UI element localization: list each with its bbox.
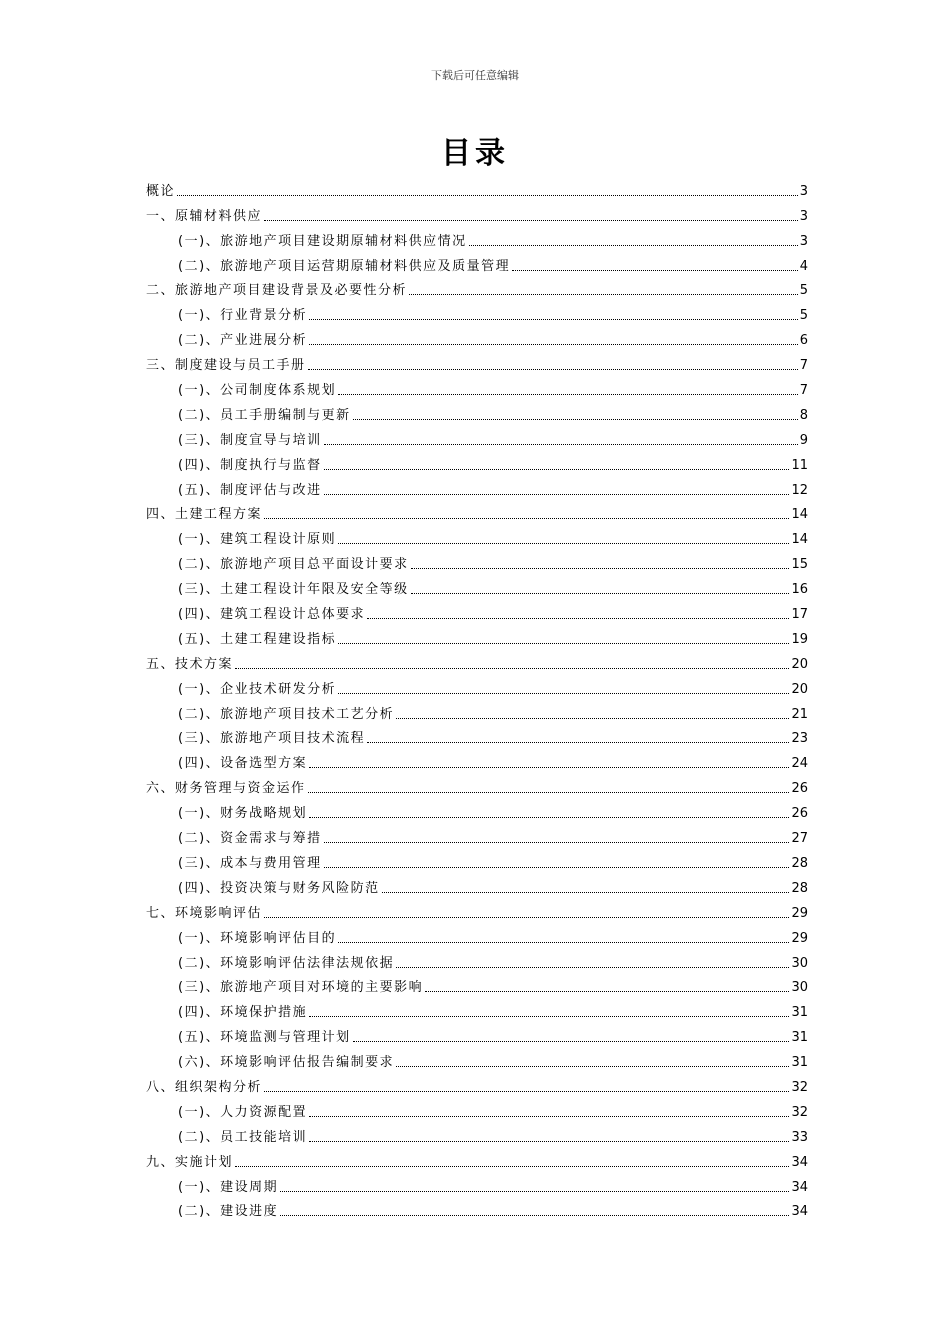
toc-dot-leader bbox=[338, 693, 789, 694]
page-title: 目录 bbox=[441, 136, 509, 171]
toc-entry[interactable] bbox=[146, 822, 808, 847]
toc-dot-leader bbox=[309, 319, 798, 320]
toc-entry-label: (二)、旅游地产项目总平面设计要求 bbox=[178, 557, 409, 573]
toc-entry-page-number: 11 bbox=[791, 457, 808, 473]
toc-entry-label: (三)、旅游地产项目对环境的主要影响 bbox=[178, 980, 424, 996]
toc-entry[interactable] bbox=[146, 1021, 808, 1046]
toc-dot-leader bbox=[411, 568, 790, 569]
toc-entry[interactable] bbox=[146, 374, 808, 399]
toc-entry[interactable] bbox=[146, 972, 808, 997]
toc-dot-leader bbox=[411, 593, 790, 594]
toc-entry-page-number: 33 bbox=[791, 1129, 808, 1145]
toc-entry-label: (二)、旅游地产项目运营期原辅材料供应及质量管理 bbox=[178, 258, 511, 274]
toc-entry[interactable] bbox=[146, 1121, 808, 1146]
toc-entry-page-number: 3 bbox=[799, 208, 808, 224]
toc-entry[interactable] bbox=[146, 598, 808, 623]
toc-dot-leader bbox=[367, 618, 789, 619]
header-note: 下载后可任意编辑 bbox=[431, 69, 519, 82]
toc-dot-leader bbox=[338, 543, 789, 544]
toc-entry[interactable] bbox=[146, 399, 808, 424]
toc-entry[interactable] bbox=[146, 1046, 808, 1071]
toc-entry-page-number: 30 bbox=[791, 955, 808, 971]
toc-entry[interactable] bbox=[146, 897, 808, 922]
toc-dot-leader bbox=[177, 195, 798, 196]
toc-entry-label: (二)、员工手册编制与更新 bbox=[178, 407, 351, 423]
toc-entry-page-number: 6 bbox=[799, 333, 808, 349]
toc-entry-label: (三)、成本与费用管理 bbox=[178, 855, 322, 871]
toc-entry-page-number: 32 bbox=[791, 1104, 808, 1120]
toc-entry[interactable] bbox=[146, 673, 808, 698]
toc-dot-leader bbox=[396, 967, 789, 968]
toc-entry[interactable] bbox=[146, 175, 808, 200]
toc-entry-page-number: 15 bbox=[791, 557, 808, 573]
toc-entry-page-number: 7 bbox=[799, 358, 808, 374]
toc-entry-page-number: 31 bbox=[791, 1055, 808, 1071]
toc-entry-page-number: 17 bbox=[791, 607, 808, 623]
toc-entry-page-number: 28 bbox=[791, 855, 808, 871]
toc-entry[interactable] bbox=[146, 623, 808, 648]
toc-entry-label: (五)、土建工程建设指标 bbox=[178, 631, 337, 647]
toc-entry-label: (一)、环境影响评估目的 bbox=[178, 930, 337, 946]
toc-entry[interactable] bbox=[146, 1171, 808, 1196]
toc-entry-label: (三)、制度宣导与培训 bbox=[178, 432, 322, 448]
toc-dot-leader bbox=[512, 270, 798, 271]
toc-entry-label: (二)、员工技能培训 bbox=[178, 1129, 308, 1145]
toc-entry-page-number: 24 bbox=[791, 756, 808, 772]
toc-dot-leader bbox=[264, 220, 798, 221]
toc-entry-label: (五)、环境监测与管理计划 bbox=[178, 1030, 351, 1046]
toc-entry-label: 一、原辅材料供应 bbox=[146, 208, 263, 224]
toc-entry[interactable] bbox=[146, 1071, 808, 1096]
toc-entry-label: 九、实施计划 bbox=[146, 1154, 234, 1170]
toc-entry[interactable] bbox=[146, 797, 808, 822]
toc-entry-label: (四)、投资决策与财务风险防范 bbox=[178, 880, 380, 896]
toc-entry[interactable] bbox=[146, 772, 808, 797]
toc-entry[interactable] bbox=[146, 250, 808, 275]
toc-entry[interactable] bbox=[146, 499, 808, 524]
toc-entry-label: (四)、环境保护措施 bbox=[178, 1005, 308, 1021]
toc-dot-leader bbox=[338, 394, 798, 395]
toc-entry-page-number: 26 bbox=[791, 781, 808, 797]
toc-dot-leader bbox=[235, 668, 789, 669]
toc-entry-page-number: 5 bbox=[799, 283, 808, 299]
toc-dot-leader bbox=[425, 991, 789, 992]
toc-entry-label: 三、制度建设与员工手册 bbox=[146, 358, 306, 374]
toc-dot-leader bbox=[264, 518, 789, 519]
toc-entry-page-number: 14 bbox=[791, 532, 808, 548]
toc-entry-label: (六)、环境影响评估报告编制要求 bbox=[178, 1055, 395, 1071]
toc-entry-label: (四)、建筑工程设计总体要求 bbox=[178, 607, 366, 623]
toc-entry[interactable] bbox=[146, 200, 808, 225]
toc-entry-label: 六、财务管理与资金运作 bbox=[146, 781, 306, 797]
toc-entry-page-number: 32 bbox=[791, 1079, 808, 1095]
toc-entry-page-number: 20 bbox=[791, 656, 808, 672]
toc-entry-label: 七、环境影响评估 bbox=[146, 905, 263, 921]
toc-entry[interactable] bbox=[146, 299, 808, 324]
toc-dot-leader bbox=[469, 245, 798, 246]
toc-entry-page-number: 23 bbox=[791, 731, 808, 747]
toc-entry[interactable] bbox=[146, 847, 808, 872]
toc-entry-label: (一)、人力资源配置 bbox=[178, 1104, 308, 1120]
toc-entry[interactable] bbox=[146, 648, 808, 673]
toc-entry-label: (四)、制度执行与监督 bbox=[178, 457, 322, 473]
toc-entry-label: (一)、建设周期 bbox=[178, 1179, 279, 1195]
toc-entry[interactable] bbox=[146, 922, 808, 947]
toc-dot-leader bbox=[338, 942, 789, 943]
toc-entry-page-number: 3 bbox=[799, 233, 808, 249]
toc-entry[interactable] bbox=[146, 698, 808, 723]
toc-entry-label: (二)、产业进展分析 bbox=[178, 333, 308, 349]
toc-entry-page-number: 27 bbox=[791, 831, 808, 847]
toc-entry-page-number: 34 bbox=[791, 1154, 808, 1170]
toc-entry[interactable] bbox=[146, 324, 808, 349]
toc-dot-leader bbox=[409, 294, 798, 295]
toc-entry-label: (四)、设备选型方案 bbox=[178, 756, 308, 772]
toc-entry-page-number: 31 bbox=[791, 1005, 808, 1021]
toc-dot-leader bbox=[280, 1215, 789, 1216]
toc-dot-leader bbox=[309, 1016, 789, 1017]
toc-dot-leader bbox=[309, 344, 798, 345]
toc-entry-page-number: 31 bbox=[791, 1030, 808, 1046]
table-of-contents bbox=[146, 175, 808, 1220]
toc-dot-leader bbox=[309, 1141, 789, 1142]
toc-entry-label: 二、旅游地产项目建设背景及必要性分析 bbox=[146, 283, 408, 299]
toc-dot-leader bbox=[235, 1166, 789, 1167]
toc-dot-leader bbox=[280, 1191, 789, 1192]
toc-dot-leader bbox=[324, 444, 798, 445]
toc-entry-page-number: 3 bbox=[799, 183, 808, 199]
toc-dot-leader bbox=[396, 718, 789, 719]
toc-dot-leader bbox=[353, 419, 798, 420]
toc-entry-label: (二)、资金需求与筹措 bbox=[178, 831, 322, 847]
toc-entry-label: (一)、行业背景分析 bbox=[178, 308, 308, 324]
toc-entry-page-number: 29 bbox=[791, 930, 808, 946]
toc-entry-page-number: 34 bbox=[791, 1204, 808, 1220]
toc-dot-leader bbox=[309, 1116, 789, 1117]
toc-entry-page-number: 4 bbox=[799, 258, 808, 274]
toc-entry-label: (三)、土建工程设计年限及安全等级 bbox=[178, 582, 409, 598]
toc-entry-page-number: 20 bbox=[791, 681, 808, 697]
toc-entry[interactable] bbox=[146, 349, 808, 374]
toc-entry[interactable] bbox=[146, 449, 808, 474]
toc-entry-label: 概论 bbox=[146, 183, 176, 199]
toc-entry-label: (三)、旅游地产项目技术流程 bbox=[178, 731, 366, 747]
toc-dot-leader bbox=[309, 767, 789, 768]
toc-entry-page-number: 7 bbox=[799, 383, 808, 399]
toc-dot-leader bbox=[367, 742, 789, 743]
toc-entry-label: 五、技术方案 bbox=[146, 656, 234, 672]
toc-entry-page-number: 26 bbox=[791, 806, 808, 822]
toc-entry[interactable] bbox=[146, 1146, 808, 1171]
toc-entry-label: (一)、财务战略规划 bbox=[178, 806, 308, 822]
toc-entry[interactable] bbox=[146, 548, 808, 573]
toc-entry[interactable] bbox=[146, 275, 808, 300]
toc-entry-page-number: 28 bbox=[791, 880, 808, 896]
toc-dot-leader bbox=[324, 867, 790, 868]
toc-entry[interactable] bbox=[146, 1196, 808, 1221]
toc-entry[interactable] bbox=[146, 424, 808, 449]
toc-dot-leader bbox=[309, 817, 789, 818]
toc-entry-label: (一)、建筑工程设计原则 bbox=[178, 532, 337, 548]
toc-dot-leader bbox=[308, 369, 798, 370]
toc-entry-label: (一)、旅游地产项目建设期原辅材料供应情况 bbox=[178, 233, 467, 249]
toc-entry-label: 四、土建工程方案 bbox=[146, 507, 263, 523]
toc-dot-leader bbox=[353, 1041, 790, 1042]
toc-entry-label: (一)、企业技术研发分析 bbox=[178, 681, 337, 697]
toc-entry[interactable] bbox=[146, 872, 808, 897]
toc-entry-label: (五)、制度评估与改进 bbox=[178, 482, 322, 498]
toc-entry-page-number: 5 bbox=[799, 308, 808, 324]
toc-entry-page-number: 19 bbox=[791, 631, 808, 647]
toc-entry[interactable] bbox=[146, 947, 808, 972]
toc-dot-leader bbox=[308, 792, 790, 793]
toc-entry[interactable] bbox=[146, 474, 808, 499]
toc-dot-leader bbox=[338, 643, 789, 644]
toc-dot-leader bbox=[324, 494, 790, 495]
toc-entry-label: (二)、环境影响评估法律法规依据 bbox=[178, 955, 395, 971]
toc-entry[interactable] bbox=[146, 996, 808, 1021]
toc-dot-leader bbox=[324, 469, 790, 470]
toc-entry-page-number: 8 bbox=[799, 407, 808, 423]
toc-entry[interactable] bbox=[146, 747, 808, 772]
toc-dot-leader bbox=[382, 892, 790, 893]
toc-entry-label: (二)、旅游地产项目技术工艺分析 bbox=[178, 706, 395, 722]
toc-entry-label: 八、组织架构分析 bbox=[146, 1079, 263, 1095]
toc-entry-page-number: 21 bbox=[791, 706, 808, 722]
toc-dot-leader bbox=[264, 1091, 789, 1092]
toc-dot-leader bbox=[396, 1066, 789, 1067]
toc-entry-page-number: 12 bbox=[791, 482, 808, 498]
toc-dot-leader bbox=[264, 917, 789, 918]
toc-entry-label: (一)、公司制度体系规划 bbox=[178, 383, 337, 399]
toc-entry[interactable] bbox=[146, 523, 808, 548]
toc-entry-page-number: 29 bbox=[791, 905, 808, 921]
toc-entry[interactable] bbox=[146, 1096, 808, 1121]
toc-entry[interactable] bbox=[146, 723, 808, 748]
toc-entry-page-number: 30 bbox=[791, 980, 808, 996]
toc-entry-page-number: 14 bbox=[791, 507, 808, 523]
toc-entry-label: (二)、建设进度 bbox=[178, 1204, 279, 1220]
toc-entry-page-number: 34 bbox=[791, 1179, 808, 1195]
toc-entry[interactable] bbox=[146, 225, 808, 250]
toc-entry[interactable] bbox=[146, 573, 808, 598]
toc-dot-leader bbox=[324, 842, 790, 843]
toc-entry-page-number: 16 bbox=[791, 582, 808, 598]
toc-entry-page-number: 9 bbox=[799, 432, 808, 448]
